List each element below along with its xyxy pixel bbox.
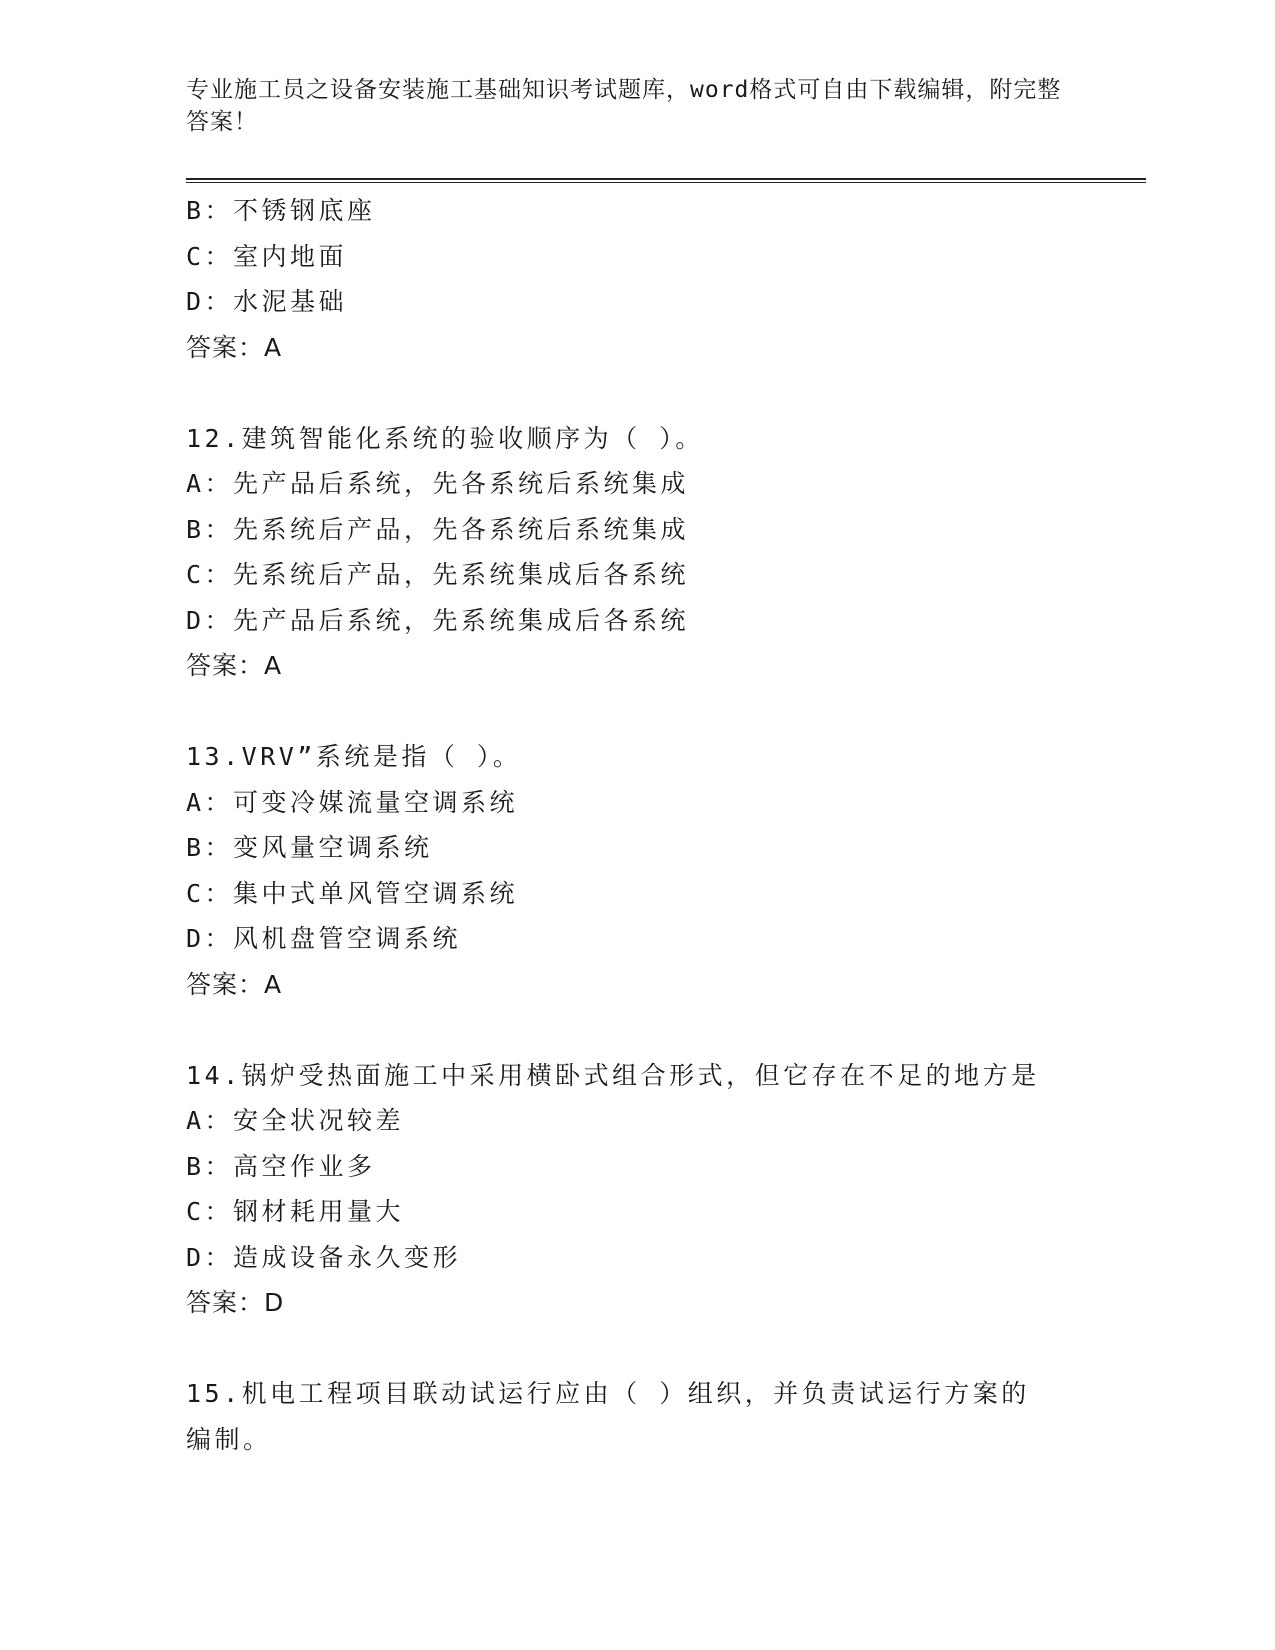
option-line: B：先系统后产品，先各系统后系统集成: [186, 514, 690, 544]
option-line: B：高空作业多: [186, 1151, 376, 1181]
answer-line: 答案：D: [186, 1288, 285, 1317]
answer-line: 答案：A: [186, 332, 283, 362]
question-stem: 12.建筑智能化系统的验收顺序为（ ）。: [186, 423, 704, 453]
option-line: C：钢材耗用量大: [186, 1197, 405, 1226]
spacer: [186, 689, 1146, 735]
question-stem: 14.锅炉受热面施工中采用横卧式组合形式，但它存在不足的地方是: [186, 1060, 1040, 1090]
option-line: A：先产品后系统，先各系统后系统集成: [186, 469, 690, 498]
document-page: [186, 0, 1146, 1650]
option-line: D：水泥基础: [186, 287, 348, 316]
option-line: C：先系统后产品，先系统集成后各系统: [186, 560, 690, 589]
option-line: A：安全状况较差: [186, 1106, 405, 1135]
answer-line: 答案：A: [186, 651, 283, 680]
header-divider: [186, 178, 1146, 183]
question-list: [186, 188, 1146, 1462]
answer-line: 答案：A: [186, 969, 283, 999]
option-line: B：变风量空调系统: [186, 833, 433, 862]
option-line: C：集中式单风管空调系统: [186, 878, 519, 908]
question-stem: 13.VRV”系统是指（ ）。: [186, 742, 522, 771]
option-line: C：室内地面: [186, 241, 348, 271]
option-line: D：先产品后系统，先系统集成后各系统: [186, 605, 690, 635]
spacer: [186, 1326, 1146, 1372]
option-line: A：可变冷媒流量空调系统: [186, 787, 519, 817]
question-stem: 15.机电工程项目联动试运行应由（ ）组织，并负责试运行方案的编制。: [186, 1379, 1030, 1454]
spacer: [186, 370, 1146, 416]
option-line: B：不锈钢底座: [186, 196, 376, 225]
option-line: D：风机盘管空调系统: [186, 924, 462, 953]
option-line: D：造成设备永久变形: [186, 1242, 462, 1272]
document-header: 专业施工员之设备安装施工基础知识考试题库，word格式可自由下载编辑，附完整答案！: [186, 77, 1062, 135]
spacer: [186, 1007, 1146, 1053]
